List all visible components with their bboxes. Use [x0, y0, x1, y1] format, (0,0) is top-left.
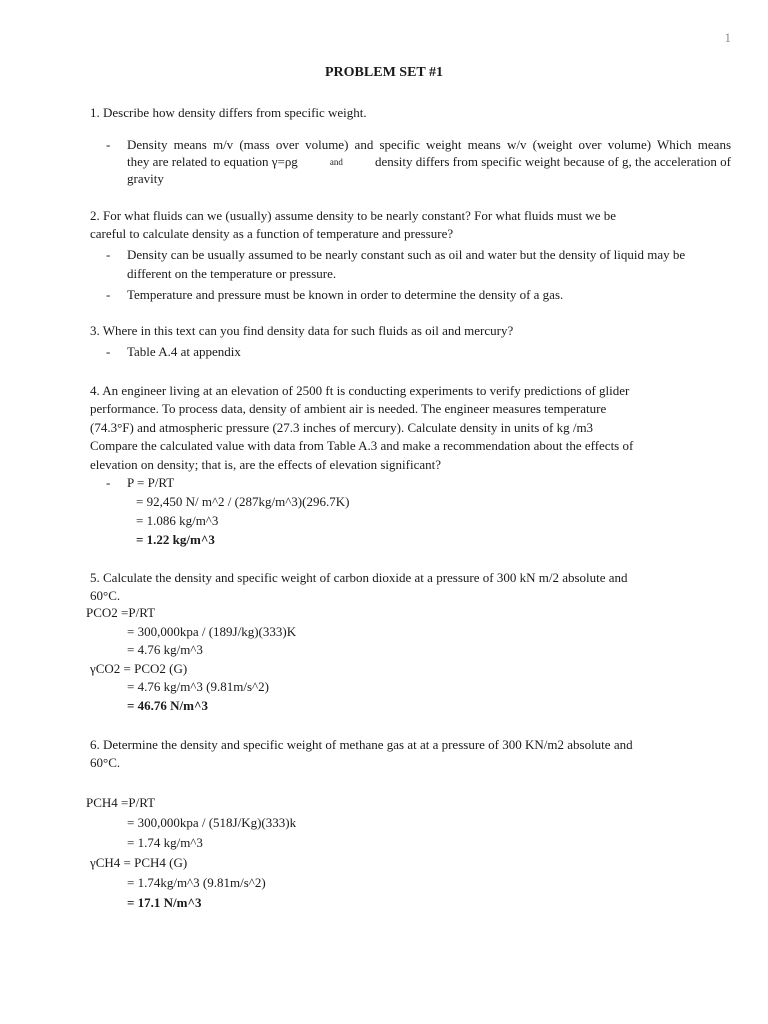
q4-step: = 92,450 N/ m^2 / (287kg/m^3)(296.7K): [136, 494, 350, 509]
bullet-dash: -: [106, 344, 111, 359]
q4-result: = 1.22 kg/m^3: [136, 532, 215, 547]
q4-question-line: performance. To process data, density of ambient air is needed. The engineer measures temperature: [90, 401, 607, 416]
q4-question-line: elevation on density; that is, are the effects of elevation significant?: [90, 457, 441, 472]
bullet-dash: -: [106, 287, 111, 302]
page-number: 1: [724, 30, 731, 45]
q5-step: = 4.76 kg/m^3: [127, 642, 203, 657]
q4-step: P = P/RT: [127, 475, 175, 490]
q1-question: 1. Describe how density differs from specific weight.: [90, 105, 367, 120]
q3-answer: Table A.4 at appendix: [127, 344, 241, 359]
q6-question-line: 60°C.: [90, 755, 121, 770]
q2-answer-line: Temperature and pressure must be known in order to determine the density of a gas.: [127, 287, 564, 302]
q6-question-line: 6. Determine the density and specific weight of methane gas at at a pressure of 300 KN/m2 absolute and: [90, 737, 633, 752]
q6-result: = 17.1 N/m^3: [127, 895, 202, 910]
q1-answer-line: [127, 153, 731, 171]
q5-question-line: 5. Calculate the density and specific weight of carbon dioxide at a pressure of 300 kN m/2 absolute and: [90, 570, 628, 585]
q6-step: = 1.74kg/m^3 (9.81m/s^2): [127, 875, 266, 890]
q4-question-line: (74.3°F) and atmospheric pressure (27.3 inches of mercury). Calculate density in units of kg /m3: [90, 420, 594, 435]
q2-question-line: 2. For what fluids can we (usually) assume density to be nearly constant? For what fluids must we be: [90, 208, 617, 223]
q5-step: = 4.76 kg/m^3 (9.81m/s^2): [127, 679, 269, 694]
q3-question: 3. Where in this text can you find density data for such fluids as oil and mercury?: [90, 323, 514, 338]
q2-answer-line: Density can be usually assumed to be nearly constant such as oil and water but the density of liquid may be: [127, 247, 686, 262]
q5-result: = 46.76 N/m^3: [127, 698, 209, 713]
q4-question-line: Compare the calculated value with data from Table A.3 and make a recommendation about the effects of: [90, 438, 634, 453]
bullet-dash: -: [106, 137, 111, 152]
q5-step: PCO2 =P/RT: [86, 605, 156, 620]
q5-step: γCO2 = PCO2 (G): [90, 661, 188, 676]
q6-step: PCH4 =P/RT: [86, 795, 156, 810]
q6-step: = 1.74 kg/m^3: [127, 835, 203, 850]
q5-step: = 300,000kpa / (189J/kg)(333)K: [127, 624, 297, 639]
q2-answer-line: different on the temperature or pressure.: [127, 266, 337, 281]
bullet-dash: -: [106, 247, 111, 262]
page-title: PROBLEM SET #1: [325, 65, 443, 80]
q1-answer-text: density differs from specific weight because of g, the acceleration of: [374, 154, 731, 169]
q2-question-line: careful to calculate density as a function of temperature and pressure?: [90, 226, 454, 241]
q1-answer-line: gravity: [127, 171, 164, 186]
q6-step: γCH4 = PCH4 (G): [90, 855, 188, 870]
q4-question-line: 4. An engineer living at an elevation of 2500 ft is conducting experiments to verify predictions of glider: [90, 383, 630, 398]
bullet-dash: -: [106, 475, 111, 490]
q1-answer-line: Density means m/v (mass over volume) and specific weight means w/v (weight over volume) Which means: [127, 137, 731, 152]
q1-and: and: [329, 157, 343, 167]
q1-equation: they are related to equation γ=ρg: [127, 154, 298, 169]
q4-step: = 1.086 kg/m^3: [136, 513, 219, 528]
q5-question-line: 60°C.: [90, 588, 121, 603]
q6-step: = 300,000kpa / (518J/Kg)(333)k: [127, 815, 297, 830]
